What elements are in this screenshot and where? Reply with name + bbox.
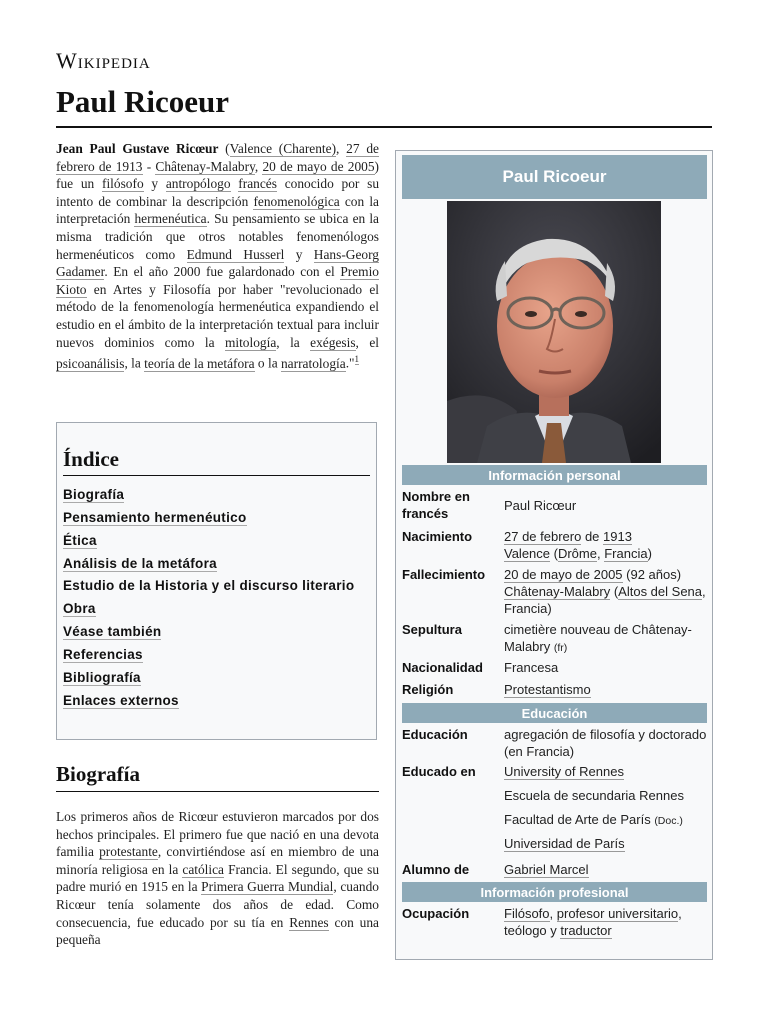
portrait-photo[interactable] <box>447 201 661 463</box>
link-nac-year[interactable]: 1913 <box>603 529 632 544</box>
doc-badge[interactable]: (Doc.) <box>654 815 683 827</box>
label-nacimiento: Nacimiento <box>402 529 473 544</box>
link-university-rennes[interactable]: University of Rennes <box>504 764 624 779</box>
link-fal-dept[interactable]: Altos del Sena <box>618 584 703 599</box>
link-fal-city[interactable]: Châtenay-Malabry <box>504 584 611 599</box>
toc-item-estudio-historia[interactable]: Estudio de la Historia y el discurso literario <box>63 578 355 593</box>
toc-item-obra[interactable]: Obra <box>63 601 96 616</box>
link-teoria-metafora[interactable]: teoría de la metáfora <box>144 355 255 371</box>
label-alumno: Alumno de <box>402 862 470 877</box>
value-fallecimiento: 20 de mayo de 2005 (92 años) Châtenay-Malabry (Altos del Sena, Francia) <box>504 567 706 616</box>
label-fallecimiento: Fallecimiento <box>402 567 486 582</box>
label-religion: Religión <box>402 682 454 697</box>
label-educado-en: Educado en <box>402 764 476 779</box>
toc-item-metafora[interactable]: Análisis de la metáfora <box>63 556 217 571</box>
value-nacimiento: 27 de febrero de 1913 Valence (Drôme, Francia) <box>504 529 652 561</box>
value-educacion: agregación de filosofía y doctorado (en Francia) <box>504 727 707 759</box>
value-alumno <box>504 861 708 878</box>
link-filosofo[interactable]: filósofo <box>101 176 144 192</box>
toc-item-pensamiento[interactable]: Pensamiento hermenéutico <box>63 510 247 525</box>
link-catolica[interactable]: católica <box>182 861 225 877</box>
link-nac-country[interactable]: Francia <box>604 546 648 561</box>
link-protestante[interactable]: protestante <box>99 844 158 860</box>
link-psicoanalisis[interactable]: psicoanálisis <box>56 355 125 371</box>
value-nacionalidad: Francesa <box>504 660 559 675</box>
subject-name: Jean Paul Gustave Ricœur <box>56 141 219 156</box>
intro-paragraph: Jean Paul Gustave Ricœur (Valence (Charente), 27 de febrero de 1913 - Châtenay-Malabry, 20 de mayo de 2005) fue un filósofo y antropólogo francés conocido por su intento de combinar la descripción fenomenológica con la interpretación hermenéutica. Su pensamiento se ubica en la misma tradición que otros notables fenomenólogos hermenéuticos como Edmund Husserl y Hans-Georg Gadamer. En el año 2000 fue galardonado con el Premio Kioto en Artes y Filosofía por haber "revolucionado el método de la fenomenología hermenéutica expandiendo el estudio en el ámbito de la interpretación textual para incluir nuevos dominios como la mitología, la exégesis, el psicoanálisis, la teoría de la metáfora o la narratología."$^1$ <box>56 141 380 371</box>
toc-item-etica[interactable]: Ética <box>63 533 97 548</box>
link-protestantismo[interactable]: Protestantismo <box>504 682 591 697</box>
label-nombre: Nombre en francés <box>402 489 470 521</box>
toc-item-vease[interactable]: Véase también <box>63 624 162 639</box>
link-primera-guerra-mundial[interactable]: Primera Guerra Mundial <box>201 879 334 895</box>
value-educado-2: Escuela de secundaria Rennes <box>504 788 684 803</box>
link-husserl[interactable]: Edmund Husserl <box>186 246 285 262</box>
link-traductor[interactable]: traductor <box>560 923 612 938</box>
link-chatenay[interactable]: Châtenay-Malabry <box>155 158 255 174</box>
link-fenomenologica[interactable]: fenomenológica <box>253 193 340 209</box>
link-deathdate[interactable]: 20 de mayo de 2005 <box>262 158 375 174</box>
link-nac-city[interactable]: Valence <box>504 546 551 561</box>
infobox-section-personal: Información personal <box>402 465 707 485</box>
value-religion <box>504 681 708 698</box>
value-educado-4 <box>504 835 708 852</box>
value-sepultura: cimetière nouveau de Châtenay-Malabry (fr) <box>504 622 692 654</box>
value-educado-1 <box>504 763 708 780</box>
link-rennes[interactable]: Rennes <box>289 914 329 930</box>
link-birthdate[interactable]: 27 de febrero de 1913 <box>56 141 379 174</box>
value-nombre: Paul Ricœur <box>504 498 577 513</box>
table-of-contents <box>56 422 377 740</box>
value-educado-3: Facultad de Arte de París (Doc.) <box>504 812 683 827</box>
infobox-section-profesional: Información profesional <box>402 882 707 902</box>
link-profesor-universitario[interactable]: profesor universitario <box>556 906 679 921</box>
wikipedia-logo[interactable]: Wikipedia <box>56 48 151 73</box>
section-heading-biografia: Biografía <box>56 762 379 792</box>
label-sepultura: Sepultura <box>402 622 462 637</box>
infobox-section-educacion: Educación <box>402 703 707 723</box>
link-narratologia[interactable]: narratología <box>280 355 346 371</box>
biografia-paragraph: Los primeros años de Ricœur estuvieron marcados por dos hechos principales. El primero fue que nació en una devota familia protestante, convirtiéndose así en miembro de una minoría religiosa en la católica Francia. El segundo, que su padre murió en 1915 en la Primera Guerra Mundial, cuando Ricœur tenía solamente dos años de edad. Como consecuencia, fue educado por su tía en Rennes con una pequeña <box>56 809 380 948</box>
link-gabriel-marcel[interactable]: Gabriel Marcel <box>504 862 589 877</box>
link-fal-date[interactable]: 20 de mayo de 2005 <box>504 567 623 582</box>
page-title: Paul Ricoeur <box>56 84 230 119</box>
lang-badge-fr[interactable]: (fr) <box>553 642 568 654</box>
link-filosofo-ocupacion[interactable]: Filósofo <box>504 906 550 921</box>
link-universidad-paris[interactable]: Universidad de París <box>504 836 625 851</box>
link-antropologo[interactable]: antropólogo <box>165 176 231 192</box>
title-divider <box>56 126 712 128</box>
link-nac-dept[interactable]: Drôme <box>557 546 597 561</box>
infobox-title: Paul Ricoeur <box>402 155 707 199</box>
portrait-illustration <box>447 201 661 463</box>
toc-title: Índice <box>63 447 370 476</box>
link-hermeneutica[interactable]: hermenéutica <box>134 211 207 227</box>
toc-item-biografia[interactable]: Biografía <box>63 487 125 502</box>
link-mitologia[interactable]: mitología <box>224 334 277 350</box>
toc-item-enlaces[interactable]: Enlaces externos <box>63 693 179 708</box>
link-frances[interactable]: francés <box>238 176 277 192</box>
label-educacion: Educación <box>402 727 468 742</box>
toc-item-referencias[interactable]: Referencias <box>63 647 143 662</box>
link-nac-date[interactable]: 27 de febrero <box>504 529 582 544</box>
link-exegesis[interactable]: exégesis <box>310 334 356 350</box>
link-gadamer[interactable]: Hans-Georg Gadamer <box>56 246 379 280</box>
value-ocupacion: Filósofo, profesor universitario, teólogo y traductor <box>504 906 682 938</box>
label-nacionalidad: Nacionalidad <box>402 660 483 675</box>
infobox <box>395 150 713 960</box>
reference-1[interactable]: 1 <box>354 354 360 365</box>
link-premio-kioto[interactable]: Premio Kioto <box>56 264 379 297</box>
label-ocupacion: Ocupación <box>402 906 470 921</box>
toc-item-bibliografia[interactable]: Bibliografía <box>63 670 141 685</box>
link-valence[interactable]: Valence (Charente) <box>229 141 337 156</box>
